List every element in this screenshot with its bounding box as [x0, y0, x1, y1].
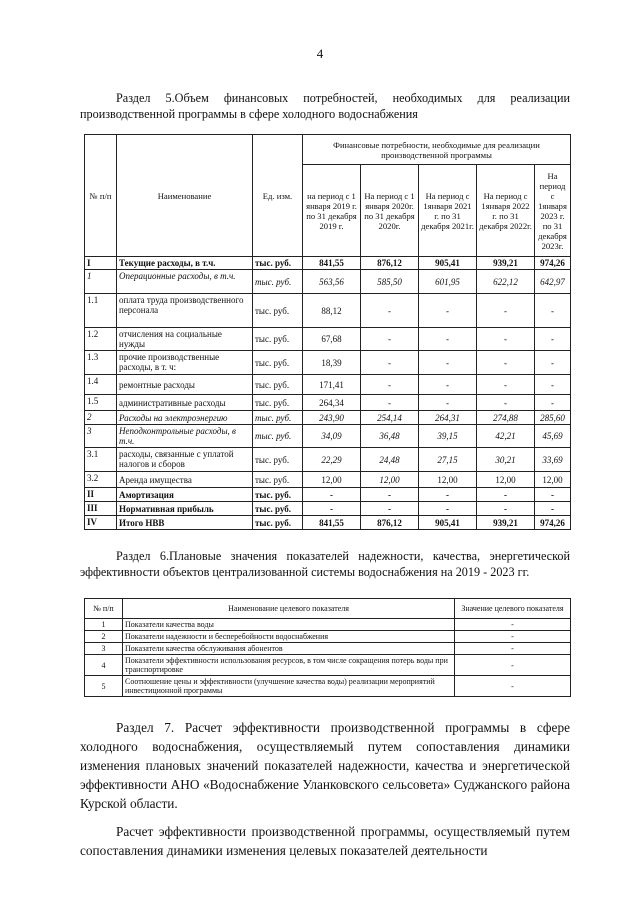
section6-heading: Раздел 6.Плановые значения показателей надежности, качества, энергетической эффективности объектов централизованной системы водоснабжения на 2019 - 2023 гг. [80, 549, 570, 579]
table-row: 2 Расходы на электроэнергию тыс. руб. 243,90 254,14 264,31 274,88 285,60 [85, 411, 571, 425]
table-row: 1.5 административные расходы тыс. руб. 264,34 - - - - [85, 395, 571, 411]
header-period-2019: на период с 1 января 2019 г. по 31 декабря 2019 г. [303, 165, 361, 257]
table-row: 4 Показатели эффективности использования ресурсов, в том числе сокращения потерь воды при транспортировке - [85, 655, 571, 676]
table-row: 1 Операционные расходы, в т.ч. тыс. руб. 563,56 585,50 601,95 622,12 642,97 [85, 270, 571, 294]
header-period-2021: На период с 1января 2021 г. по 31 декабря 2021г. [419, 165, 477, 257]
section7-paragraph: Раздел 7. Расчет эффективности производственной программы в сфере холодного водоснабжения, осуществляемый путем сопоставления динамики изменения плановых значений показателей надежности, качества и энергетической эффективности АНО «Водоснабжение Уланковского сельсовета» Суджанского района Курской области. [80, 720, 570, 811]
section7-paragraph-2: Расчет эффективности производственной программы, осуществляемый путем сопоставления динамики изменения целевых показателей деятельности [80, 824, 570, 858]
header-num: № п/п [85, 599, 123, 619]
section5-heading: Раздел 5.Объем финансовых потребностей, необходимых для реализации производственной программы в сфере холодного водоснабжения [80, 91, 570, 121]
header-indicator: Наименование целевого показателя [123, 599, 455, 619]
table-row: 3 Неподконтрольные расходы, в т.ч. тыс. руб. 34,09 36,48 39,15 42,21 45,69 [85, 425, 571, 448]
table-row: 2 Показатели надежности и бесперебойности водоснабжения - [85, 631, 571, 643]
table-row: 3.2 Аренда имущества тыс. руб. 12,00 12,00 12,00 12,00 12,00 [85, 472, 571, 488]
table-row: 3.1 расходы, связанные с уплатой налогов и сборов тыс. руб. 22,29 24,48 27,15 30,21 33,69 [85, 448, 571, 472]
table-row: I Текущие расходы, в т.ч. тыс. руб. 841,55 876,12 905,41 939,21 974,26 [85, 257, 571, 270]
header-period-2022: На период с 1января 2022 г. по 31 декабря 2022г. [477, 165, 535, 257]
table-row: 1 Показатели качества воды - [85, 619, 571, 631]
header-num: № п/п [85, 135, 117, 257]
table-row: IV Итого НВВ тыс. руб. 841,55 876,12 905,41 939,21 974,26 [85, 516, 571, 530]
table-row: III Нормативная прибыль тыс. руб. - - - - - [85, 502, 571, 516]
header-period-2020: На период с 1 января 2020г. по 31 декабря 2020г. [361, 165, 419, 257]
financial-needs-table [84, 134, 571, 530]
target-indicators-table [84, 598, 571, 697]
header-unit: Ед. изм. [253, 135, 303, 257]
table-row: 1.4 ремонтные расходы тыс. руб. 171,41 - - - - [85, 375, 571, 395]
header-period-2023: На период с 1января 2023 г. по 31 декабря 2023г. [535, 165, 571, 257]
table-row: 5 Соотношение цены и эффективности (улучшение качества воды) реализации мероприятий инвестиционной программы - [85, 676, 571, 697]
table-row: 1.3 прочие производственные расходы, в т. ч: тыс. руб. 18,39 - - - - [85, 351, 571, 375]
header-value: Значение целевого показателя [455, 599, 571, 619]
table-row: II Амортизация тыс. руб. - - - - - [85, 488, 571, 502]
table-row: 1.1 оплата труда производственного персонала тыс. руб. 88,12 - - - - [85, 294, 571, 328]
table-row: 1.2 отчисления на социальные нужды тыс. руб. 67,68 - - - - [85, 328, 571, 351]
table-row: 3 Показатели качества обслуживания абонентов - [85, 643, 571, 655]
header-name: Наименование [117, 135, 253, 257]
page-number: 4 [316, 46, 324, 61]
header-group: Финансовые потребности, необходимые для реализации производственной программы [303, 135, 571, 165]
